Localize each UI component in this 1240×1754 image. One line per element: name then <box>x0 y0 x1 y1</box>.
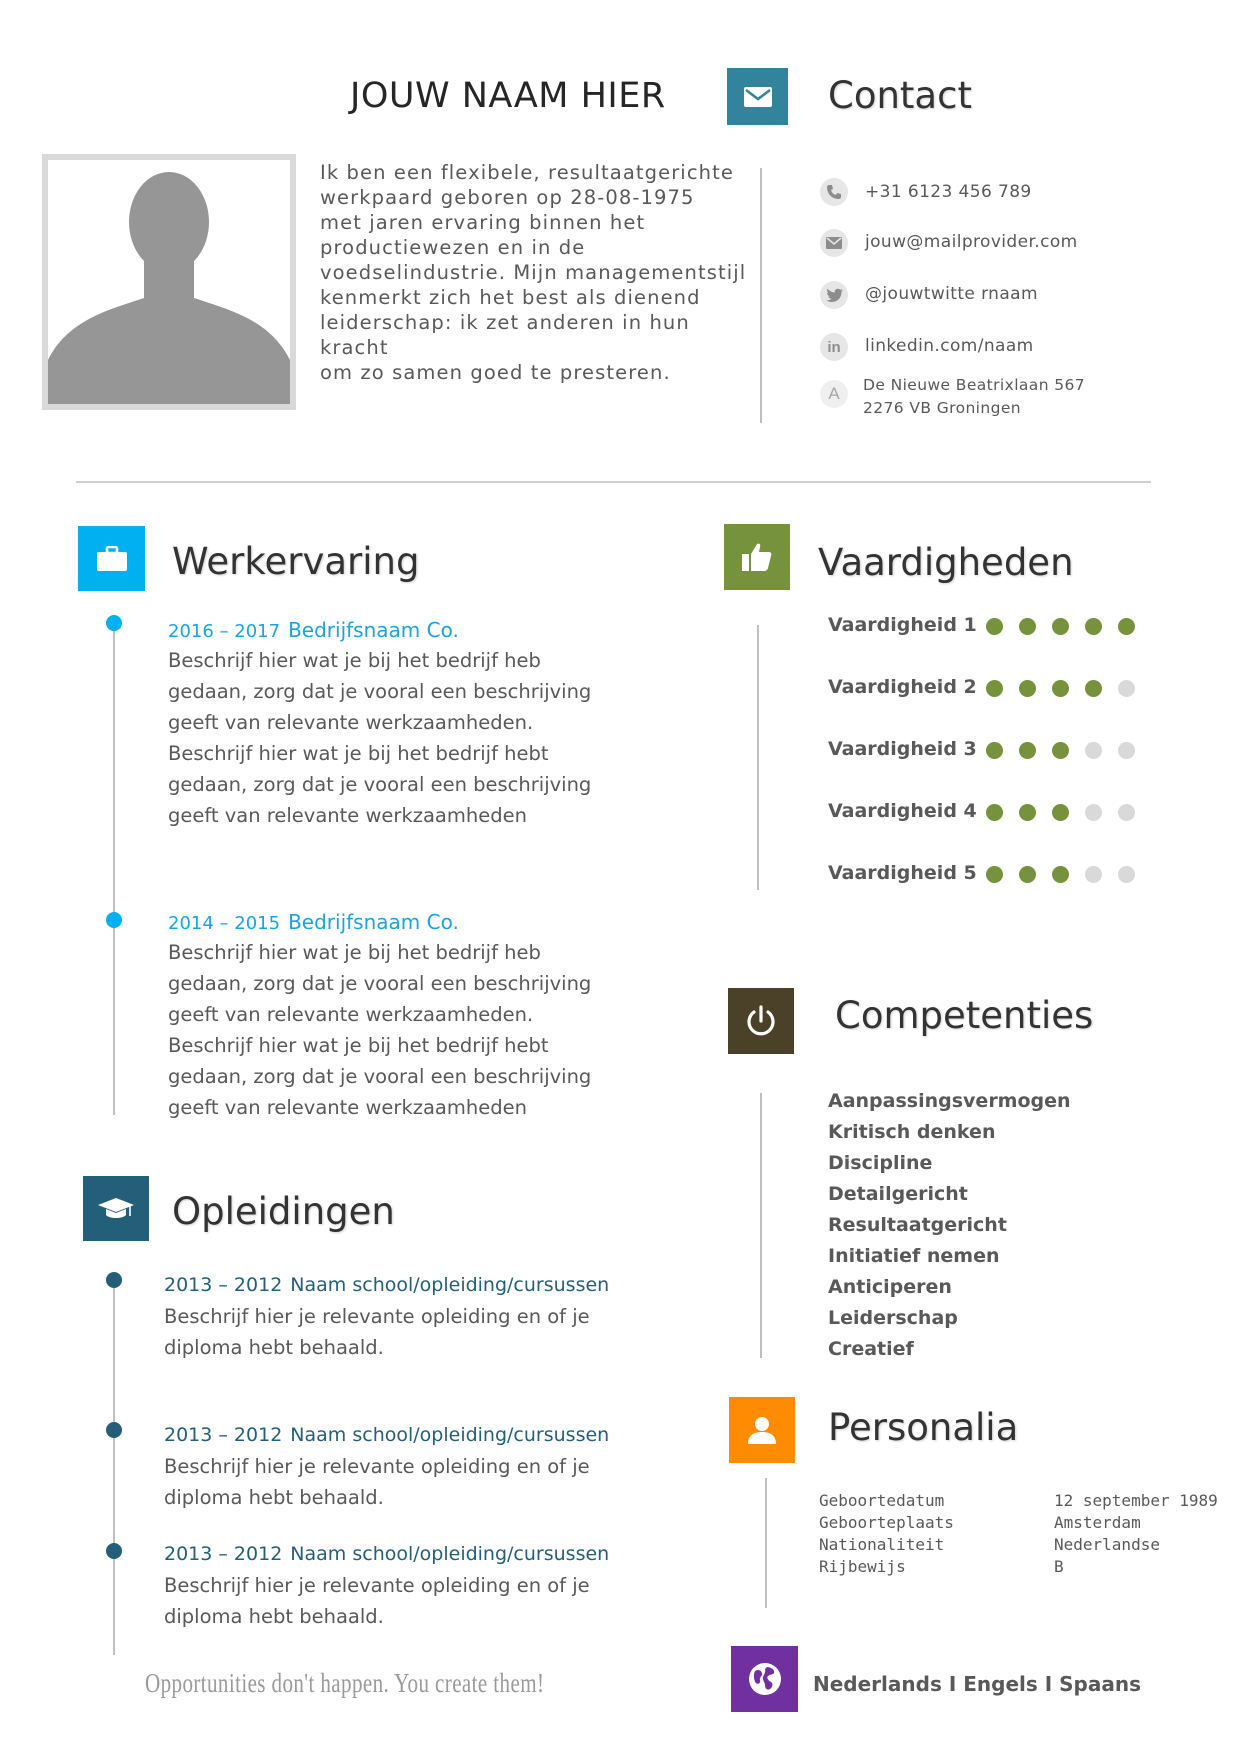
education-line: Beschrijf hier je relevante opleiding en of je <box>164 1455 590 1478</box>
competencies-icon-box <box>728 988 794 1054</box>
education-description <box>164 1301 624 1363</box>
skill-label: Vaardigheid 2 <box>828 676 977 698</box>
skill-dot-empty <box>1118 804 1135 821</box>
education-heading <box>164 1543 609 1565</box>
job-heading <box>168 618 459 642</box>
personal-label: Rijbewijs <box>819 1557 906 1576</box>
competency-item: Kritisch denken <box>828 1121 996 1143</box>
skills-divider <box>757 625 759 890</box>
timeline-dot <box>106 912 122 928</box>
education-line: diploma hebt behaald. <box>164 1336 384 1359</box>
education-school: Naam school/opleiding/cursussen <box>290 1543 610 1565</box>
skill-dot-empty <box>1085 866 1102 883</box>
cv-name: JOUW NAAM HIER <box>350 76 666 116</box>
person-silhouette-icon <box>48 160 290 404</box>
skill-label: Vaardigheid 5 <box>828 862 977 884</box>
profile-line: leiderschap: ik zet anderen in hun kracht <box>320 311 690 359</box>
skill-dot-filled <box>1019 804 1036 821</box>
profile-line: om zo samen goed te presteren. <box>320 361 671 384</box>
skill-dot-filled <box>1019 866 1036 883</box>
personal-label: Geboortedatum <box>819 1491 945 1510</box>
skill-dot-filled <box>986 618 1003 635</box>
profile-line: voedselindustrie. Mijn managementstijl <box>320 261 747 284</box>
competency-item: Aanpassingsvermogen <box>828 1090 1071 1112</box>
briefcase-icon <box>96 546 128 572</box>
job-description <box>168 937 608 1123</box>
competency-item: Initiatief nemen <box>828 1245 1000 1267</box>
personal-label: Nationaliteit <box>819 1535 945 1554</box>
skill-dot-filled <box>1085 680 1102 697</box>
education-heading <box>164 1274 609 1296</box>
personal-divider <box>765 1478 767 1608</box>
competency-item: Detailgericht <box>828 1183 968 1205</box>
skills-title: Vaardigheden <box>818 541 1074 584</box>
education-years: 2013 – 2012 <box>164 1274 283 1296</box>
skill-dot-filled <box>1118 618 1135 635</box>
address-icon-letter: A <box>828 384 840 403</box>
competency-item: Creatief <box>828 1338 914 1360</box>
personal-labels <box>819 1490 954 1578</box>
work-icon-box <box>78 526 145 591</box>
skill-label: Vaardigheid 3 <box>828 738 977 760</box>
education-description <box>164 1570 624 1632</box>
profile-line: kenmerkt zich het best als dienend <box>320 286 701 309</box>
job-line: gedaan, zorg dat je vooral een beschrijving <box>168 972 592 995</box>
footer-quote: Opportunities don't happen. You create them! <box>145 1668 545 1698</box>
graduation-cap-icon <box>97 1196 135 1222</box>
education-timeline <box>113 1280 115 1655</box>
job-company: Bedrijfsnaam Co. <box>288 618 459 642</box>
envelope-icon <box>743 86 773 108</box>
profile-line: met jaren ervaring binnen het <box>320 211 646 234</box>
skill-dot-filled <box>1019 680 1036 697</box>
skill-dot-filled <box>986 866 1003 883</box>
contact-phone: +31 6123 456 789 <box>865 182 1032 202</box>
personal-values <box>1054 1490 1218 1578</box>
job-years: 2016 – 2017 <box>168 621 281 642</box>
languages-list: Nederlands I Engels I Spaans <box>813 1672 1141 1696</box>
job-line: geeft van relevante werkzaamheden. <box>168 1003 534 1026</box>
contact-title: Contact <box>828 74 972 117</box>
job-line: Beschrijf hier wat je bij het bedrijf heb <box>168 649 541 672</box>
job-line: geeft van relevante werkzaamheden. <box>168 711 534 734</box>
education-school: Naam school/opleiding/cursussen <box>290 1274 610 1296</box>
section-separator <box>76 481 1151 483</box>
competencies-title: Competenties <box>835 994 1094 1037</box>
profile-summary <box>320 160 750 385</box>
skill-dot-filled <box>1052 866 1069 883</box>
education-description <box>164 1451 624 1513</box>
timeline-dot <box>106 1543 122 1559</box>
globe-icon <box>746 1660 784 1698</box>
job-line: Beschrijf hier wat je bij het bedrijf hebt <box>168 742 549 765</box>
education-years: 2013 – 2012 <box>164 1424 283 1446</box>
profile-line: productiewezen en in de <box>320 236 586 259</box>
personal-label: Geboorteplaats <box>819 1513 954 1532</box>
education-line: diploma hebt behaald. <box>164 1605 384 1628</box>
job-line: gedaan, zorg dat je vooral een beschrijving <box>168 680 592 703</box>
education-title: Opleidingen <box>172 1190 395 1233</box>
timeline-dot <box>106 1422 122 1438</box>
timeline-dot <box>106 1272 122 1288</box>
languages-icon-box <box>731 1646 798 1712</box>
education-line: Beschrijf hier je relevante opleiding en of je <box>164 1305 590 1328</box>
job-line: geeft van relevante werkzaamheden <box>168 1096 527 1119</box>
skill-dot-empty <box>1118 866 1135 883</box>
skill-dot-filled <box>1052 804 1069 821</box>
person-icon <box>746 1415 778 1445</box>
personal-value: Nederlandse <box>1054 1535 1160 1554</box>
skill-dot-empty <box>1085 742 1102 759</box>
timeline-dot <box>106 615 122 631</box>
job-years: 2014 – 2015 <box>168 913 281 934</box>
job-heading <box>168 910 459 934</box>
profile-line: Ik ben een flexibele, resultaatgerichte <box>320 161 734 184</box>
competency-item: Leiderschap <box>828 1307 958 1329</box>
job-line: Beschrijf hier wat je bij het bedrijf hebt <box>168 1034 549 1057</box>
personal-value: B <box>1054 1557 1064 1576</box>
personal-value: 12 september 1989 <box>1054 1491 1218 1510</box>
skill-label: Vaardigheid 4 <box>828 800 977 822</box>
mail-icon <box>820 229 848 257</box>
job-company: Bedrijfsnaam Co. <box>288 910 459 934</box>
education-line: diploma hebt behaald. <box>164 1486 384 1509</box>
work-timeline <box>113 625 115 1115</box>
contact-address-line2: 2276 VB Groningen <box>863 399 1022 417</box>
phone-icon <box>820 178 848 206</box>
twitter-icon <box>820 281 848 309</box>
skill-dot-filled <box>1085 618 1102 635</box>
skill-dot-filled <box>1019 742 1036 759</box>
power-icon <box>744 1004 778 1038</box>
contact-twitter[interactable]: @jouwtwitte rnaam <box>865 284 1038 304</box>
skill-dot-filled <box>1052 742 1069 759</box>
profile-divider <box>760 168 762 423</box>
address-icon <box>820 380 848 408</box>
profile-line: werkpaard geboren op 28-08-1975 <box>320 186 695 209</box>
work-title: Werkervaring <box>172 540 420 583</box>
contact-linkedin[interactable]: linkedin.com/naam <box>865 336 1034 356</box>
thumbs-up-icon <box>741 542 773 572</box>
skill-dot-empty <box>1118 680 1135 697</box>
competencies-list <box>828 1086 1071 1365</box>
skill-dot-filled <box>1019 618 1036 635</box>
contact-address-line1: De Nieuwe Beatrixlaan 567 <box>863 376 1086 394</box>
profile-photo <box>42 154 296 410</box>
education-years: 2013 – 2012 <box>164 1543 283 1565</box>
job-description <box>168 645 608 831</box>
job-line: geeft van relevante werkzaamheden <box>168 804 527 827</box>
competency-item: Resultaatgericht <box>828 1214 1007 1236</box>
personal-value: Amsterdam <box>1054 1513 1141 1532</box>
skill-dot-filled <box>986 742 1003 759</box>
skill-dot-filled <box>986 804 1003 821</box>
competencies-divider <box>760 1093 762 1358</box>
education-heading <box>164 1424 609 1446</box>
education-line: Beschrijf hier je relevante opleiding en of je <box>164 1574 590 1597</box>
personal-title: Personalia <box>828 1406 1019 1449</box>
education-school: Naam school/opleiding/cursussen <box>290 1424 610 1446</box>
skill-dot-filled <box>1052 618 1069 635</box>
contact-email[interactable]: jouw@mailprovider.com <box>865 232 1078 252</box>
skills-icon-box <box>724 524 790 590</box>
skill-dot-empty <box>1085 804 1102 821</box>
competency-item: Discipline <box>828 1152 933 1174</box>
skill-dot-filled <box>1052 680 1069 697</box>
personal-icon-box <box>729 1397 795 1463</box>
skill-dot-filled <box>986 680 1003 697</box>
education-icon-box <box>83 1176 149 1241</box>
job-line: Beschrijf hier wat je bij het bedrijf heb <box>168 941 541 964</box>
skill-dot-empty <box>1118 742 1135 759</box>
competency-item: Anticiperen <box>828 1276 952 1298</box>
linkedin-icon: in <box>820 333 848 361</box>
contact-icon-box <box>727 68 788 125</box>
job-line: gedaan, zorg dat je vooral een beschrijving <box>168 1065 592 1088</box>
job-line: gedaan, zorg dat je vooral een beschrijving <box>168 773 592 796</box>
skill-label: Vaardigheid 1 <box>828 614 977 636</box>
